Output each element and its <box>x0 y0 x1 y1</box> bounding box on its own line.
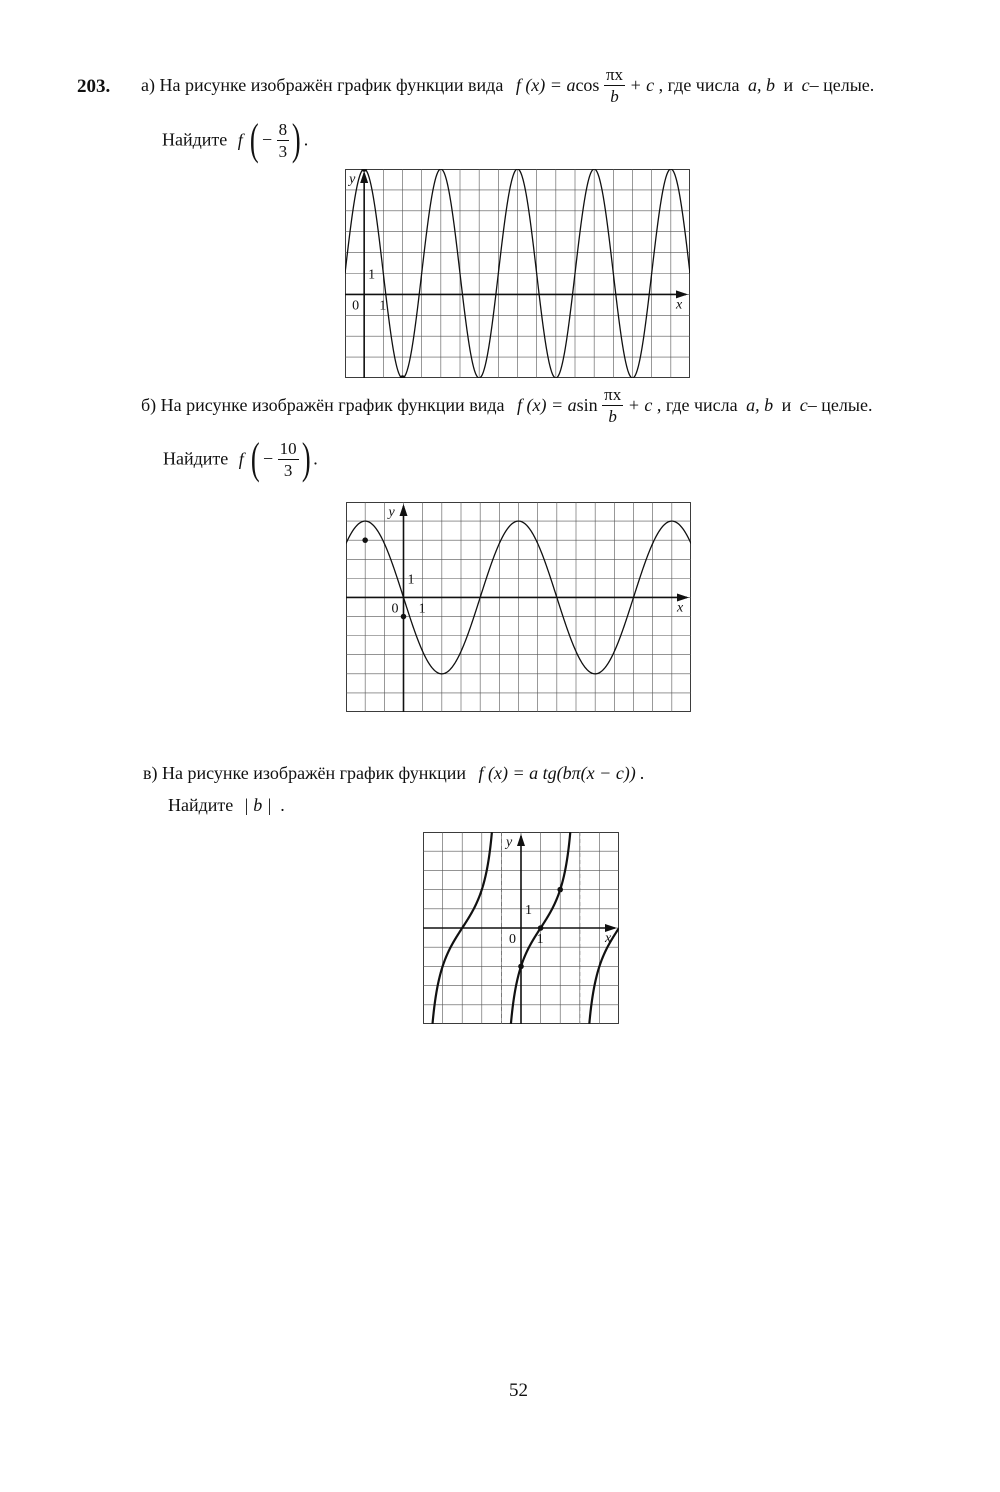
part-a-arg-den: 3 <box>278 141 288 161</box>
part-a-find-f: f <box>237 129 243 150</box>
part-b-var-c: c <box>799 395 808 415</box>
marked-point <box>557 887 563 893</box>
right-paren-a: ) <box>292 115 301 164</box>
part-a-frac-num: πx <box>605 65 624 84</box>
y-tick-label: 1 <box>407 572 415 588</box>
page-number: 52 <box>509 1380 528 1401</box>
marked-point <box>401 614 407 620</box>
problem-number: 203. <box>77 76 111 97</box>
chart-a-cosine-graph <box>345 169 690 378</box>
part-a-find-dot: . <box>303 129 309 150</box>
marked-point <box>518 964 524 970</box>
part-b-find <box>163 434 318 483</box>
part-b-and: и <box>781 395 792 415</box>
part-b-find-label: Найдите <box>163 448 229 469</box>
part-b-frac-den: b <box>608 407 617 426</box>
part-b-f-lhs: f (x) = a <box>516 395 577 415</box>
part-b-suffix: , где числа <box>656 395 738 415</box>
origin-label: 0 <box>509 932 516 947</box>
part-a-fraction <box>604 66 625 105</box>
part-c-statement <box>143 763 644 784</box>
part-c-find <box>168 795 285 816</box>
right-paren-b: ) <box>301 434 311 483</box>
y-axis-label: y <box>506 835 513 850</box>
part-a-suffix: , где числа <box>658 75 740 95</box>
part-a-func: cos <box>575 75 600 95</box>
part-b-prefix: б) На рисунке изображён график функции вида <box>141 395 505 415</box>
chart-c-tangent-graph <box>423 832 619 1024</box>
part-b-find-dot: . <box>313 448 318 469</box>
part-a-find <box>162 115 309 164</box>
marked-point <box>362 537 368 543</box>
part-b-vars: a, b <box>746 395 774 415</box>
part-a-find-label: Найдите <box>162 129 228 150</box>
part-c-prefix: в) На рисунке изображён график функции <box>143 763 467 783</box>
part-b-arg-minus: − <box>262 448 274 469</box>
part-c-find-dot: . <box>280 795 285 815</box>
part-a-and: и <box>783 75 794 95</box>
part-c-dot: . <box>639 763 645 783</box>
part-c-find-label: Найдите <box>168 795 234 815</box>
y-axis-arrow <box>400 504 408 516</box>
x-axis-label: x <box>676 297 683 313</box>
part-b-arg-den: 3 <box>283 460 293 480</box>
part-b-f-tail: + c <box>627 395 653 415</box>
y-tick-label: 1 <box>368 267 376 283</box>
part-a-arg-fraction <box>277 121 290 160</box>
y-axis-arrow <box>517 834 525 846</box>
part-a-vars: a, b <box>747 75 775 95</box>
part-a-statement <box>141 66 874 105</box>
part-b-find-f: f <box>238 448 244 469</box>
y-axis-label: y <box>349 172 356 187</box>
x-tick-label: 1 <box>379 298 387 314</box>
part-a-end: – целые. <box>809 75 875 95</box>
x-tick-label: 1 <box>536 932 544 947</box>
origin-label: 0 <box>352 298 360 314</box>
origin-label: 0 <box>391 601 399 617</box>
part-a-prefix: а) На рисунке изображён график функции вида <box>141 75 504 95</box>
y-axis-label: y <box>388 505 395 520</box>
part-b-frac-num: πx <box>604 385 622 404</box>
part-c-abs-b: | b | <box>243 795 272 815</box>
part-a-arg-num: 8 <box>278 119 288 139</box>
part-b-func: sin <box>576 395 598 415</box>
left-paren-a: ( <box>250 115 260 164</box>
part-b-statement <box>141 386 872 425</box>
part-a-arg-minus: − <box>261 129 273 150</box>
chart-b-sine-graph <box>346 502 691 712</box>
x-axis-label: x <box>605 931 612 946</box>
part-a-f-lhs: f (x) = a <box>515 75 576 95</box>
left-paren-b: ( <box>251 434 261 483</box>
part-a-var-c: c <box>801 75 810 95</box>
part-c-formula: f (x) = a tg(bπ(x − c)) <box>478 763 636 783</box>
part-b-end: – целые. <box>807 395 873 415</box>
part-b-arg-num: 10 <box>279 438 297 458</box>
y-tick-label: 1 <box>525 902 532 918</box>
marked-point <box>538 925 544 931</box>
part-a-frac-den: b <box>610 87 619 106</box>
x-axis-label: x <box>677 600 684 616</box>
part-a-f-tail: + c <box>629 75 655 95</box>
part-b-fraction <box>602 386 623 425</box>
x-tick-label: 1 <box>418 601 426 617</box>
part-b-arg-fraction <box>278 440 299 479</box>
